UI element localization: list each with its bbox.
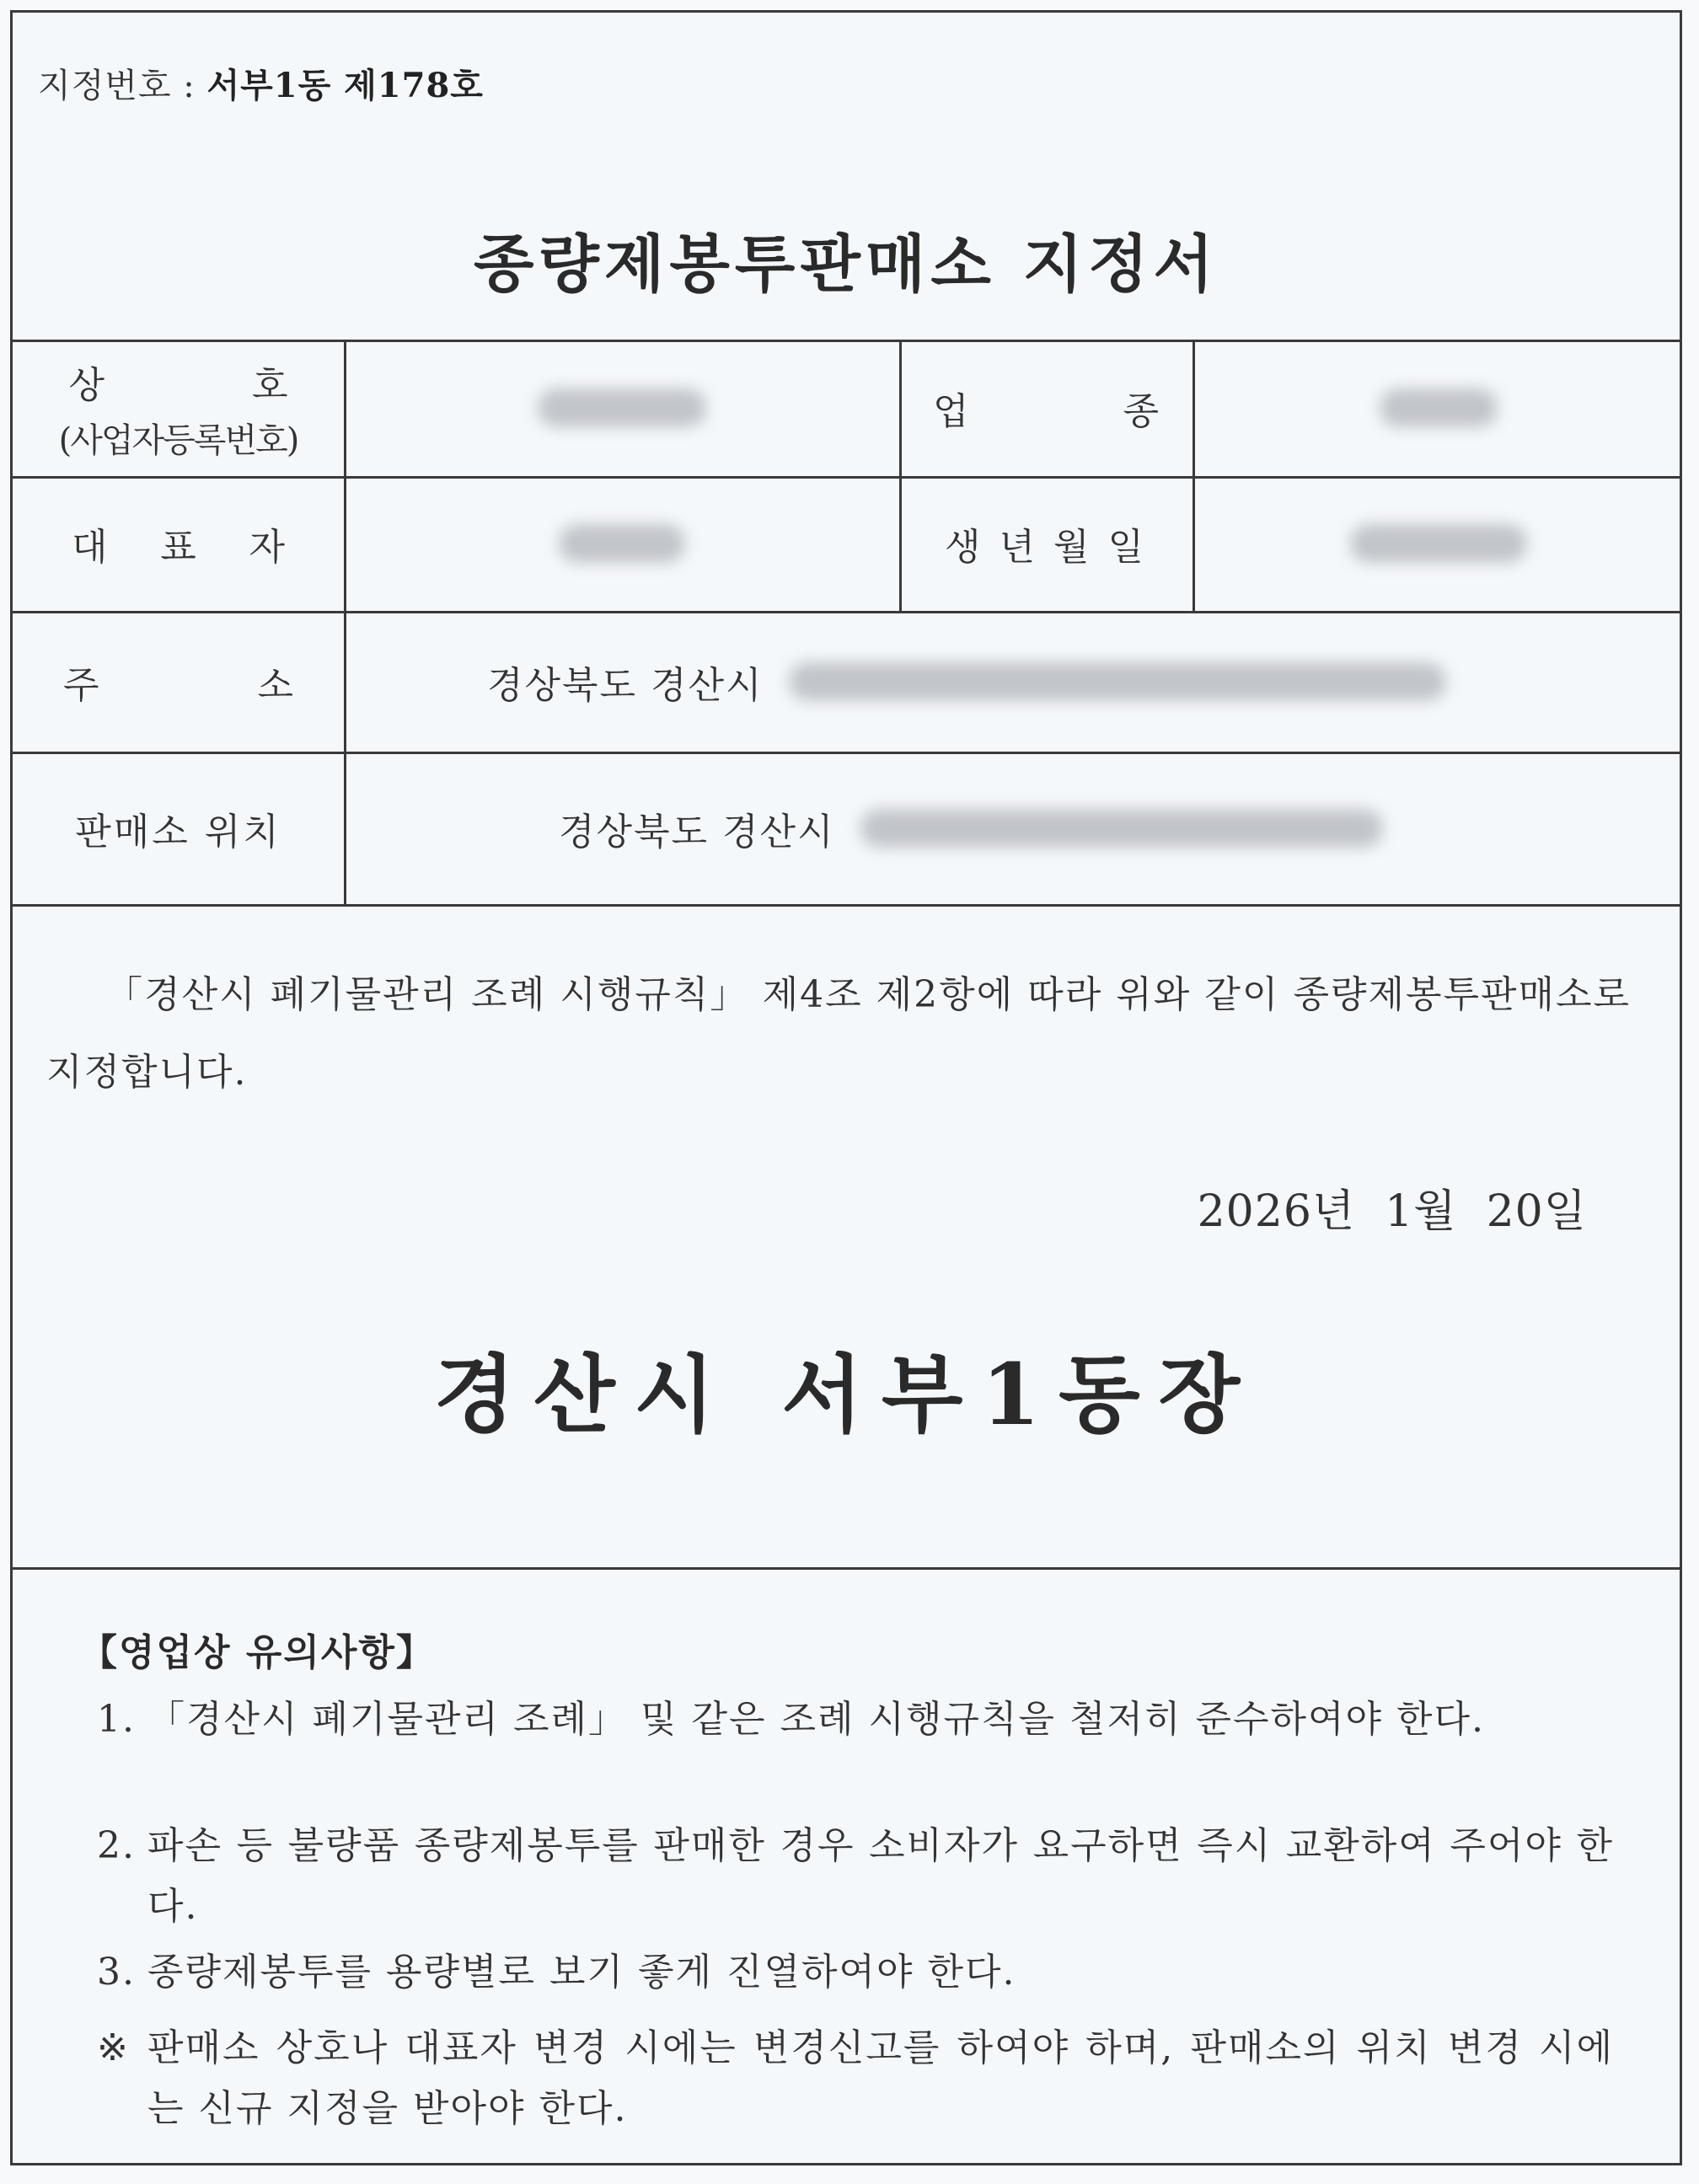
certificate-sheet	[10, 10, 1682, 2165]
note-number: 1.	[97, 1698, 136, 1741]
label-char: 상	[68, 363, 105, 407]
designation-value: 서부1동 제178호	[206, 66, 484, 105]
representative-label	[13, 476, 344, 611]
label-char: 소	[257, 663, 293, 707]
business-name-value	[344, 340, 899, 476]
redacted-business-name	[538, 388, 706, 427]
note-text: 판매소 상호나 대표자 변경 시에는 변경신고를 하여야 하며, 판매소의 위치 변경 시에는 신규 지정을 받아야 한다.	[147, 2026, 1615, 2130]
note-text: 「경산시 폐기물관리 조례」 및 같은 조례 시행규칙을 철저히 준수하여야 한다.	[147, 1698, 1485, 1741]
redacted-birthdate	[1350, 524, 1527, 563]
location-value	[344, 752, 1685, 904]
note-number: 3.	[97, 1951, 136, 1994]
address-label	[13, 611, 344, 752]
note-text: 파손 등 불량품 종량제봉투를 판매한 경우 소비자가 요구하면 즉시 교환하여 주어야 한다.	[147, 1824, 1614, 1928]
business-type-label	[899, 340, 1193, 476]
note-item	[97, 1942, 1614, 2003]
label-char: 대	[72, 526, 108, 569]
label-char: 표	[160, 526, 196, 569]
location-text: 경상북도 경산시	[559, 810, 835, 854]
notes-divider	[13, 1567, 1680, 1570]
notes-heading: 【영업상 유의사항】	[80, 1631, 435, 1674]
business-reg-label: (사업자등록번호)	[58, 420, 298, 460]
note-item	[97, 1689, 1614, 1750]
issue-date: 2026년 1월 20일	[1197, 1186, 1587, 1237]
note-item	[97, 2018, 1614, 2139]
note-text: 종량제봉투를 용량별로 보기 좋게 진열하여야 한다.	[147, 1951, 1016, 1994]
label-char: 호	[251, 363, 288, 407]
note-number: ※	[97, 2026, 130, 2069]
label-char: 업	[933, 390, 969, 433]
label-char: 자	[249, 526, 285, 569]
designation-statement: 「경산시 폐기물관리 조례 시행규칙」 제4조 제2항에 따라 위와 같이 종량제봉투판매소로 지정합니다.	[46, 973, 1631, 1094]
designation-number	[38, 59, 484, 107]
location-label: 판매소 위치	[75, 810, 281, 854]
address-text: 경상북도 경산시	[487, 663, 764, 707]
birthdate-value	[1193, 476, 1685, 611]
redacted-business-type	[1380, 388, 1498, 427]
business-type-value	[1193, 340, 1685, 476]
redacted-address	[789, 662, 1446, 701]
table-bottom-rule	[13, 904, 1680, 907]
note-item	[97, 1816, 1614, 1937]
note-number: 2.	[97, 1824, 136, 1867]
designation-label: 지정번호 :	[38, 67, 207, 105]
representative-value	[344, 476, 899, 611]
label-char: 종	[1123, 390, 1159, 433]
redacted-representative	[559, 524, 685, 563]
issuer-name: 경산시 서부1동장	[433, 1345, 1259, 1444]
document-title: 종량제봉투판매소 지정서	[473, 228, 1219, 301]
business-name-label	[13, 340, 344, 476]
birthdate-label: 생 년 월 일	[945, 526, 1147, 569]
address-value	[344, 611, 1685, 752]
label-char: 주	[63, 663, 99, 707]
redacted-location	[860, 809, 1383, 848]
